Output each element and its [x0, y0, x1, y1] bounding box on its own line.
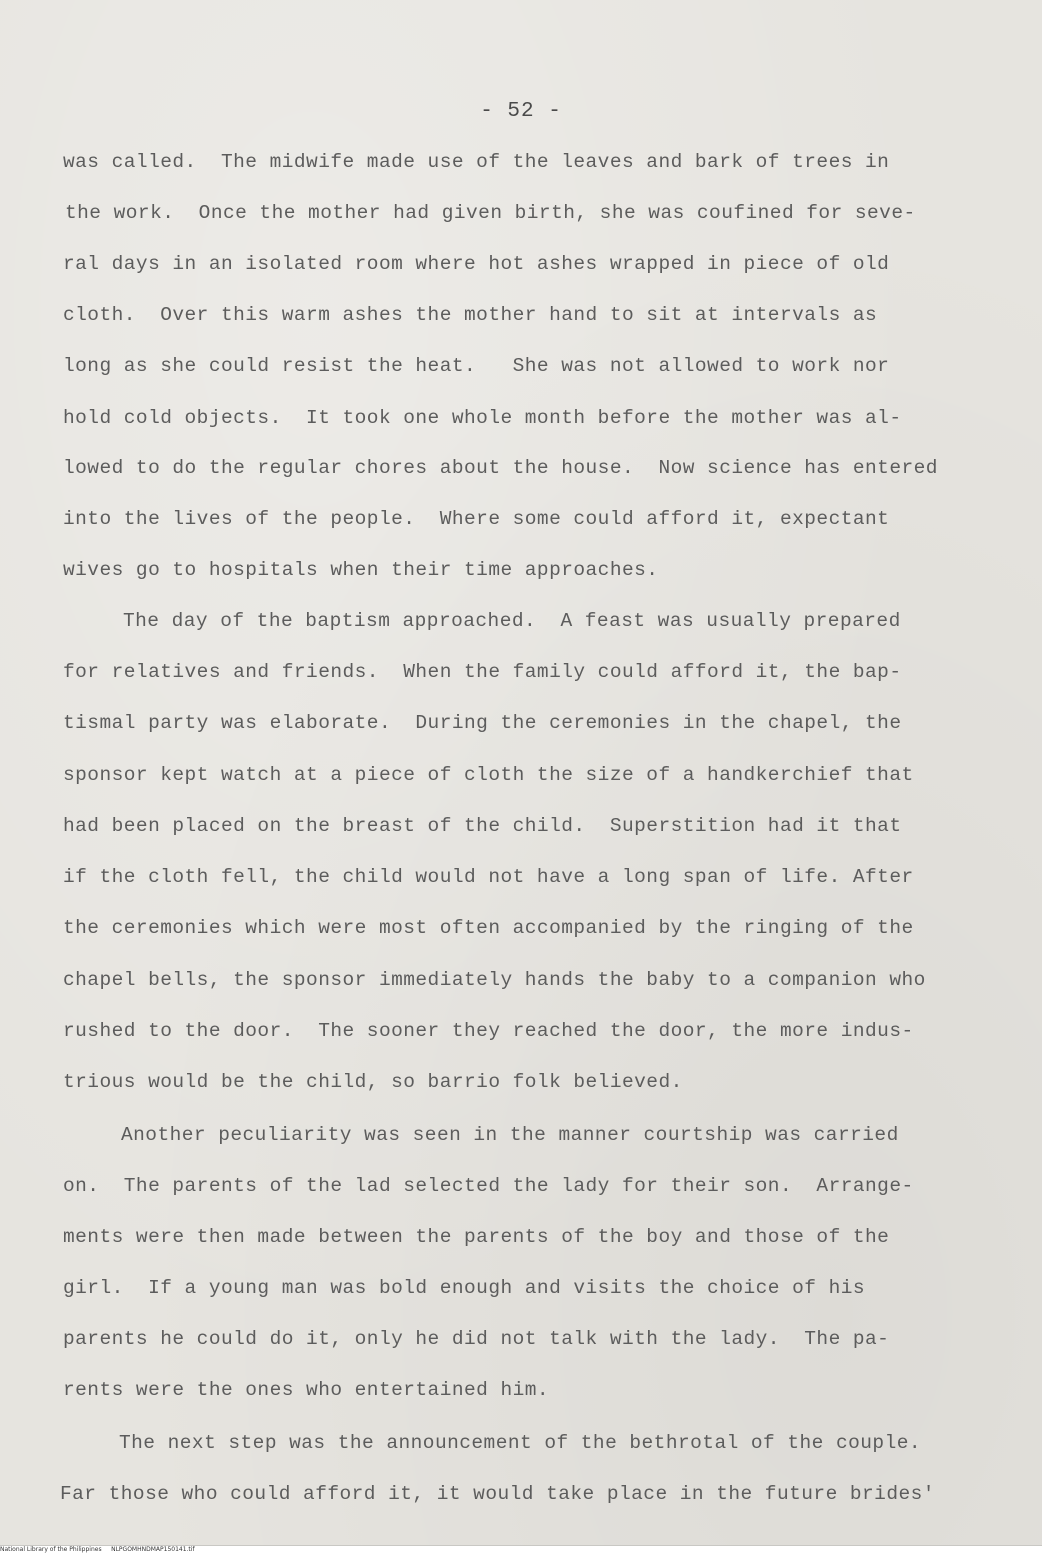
text-line: Far those who could afford it, it would take place in the future brides': [60, 1483, 935, 1505]
text-line: on. The parents of the lad selected the lady for their son. Arrange-: [63, 1175, 914, 1197]
text-line: had been placed on the breast of the child. Superstition had it that: [63, 815, 902, 837]
text-line: Another peculiarity was seen in the manner courtship was carried: [121, 1124, 899, 1146]
text-line: The day of the baptism approached. A feast was usually prepared: [123, 610, 901, 632]
text-line: The next step was the announcement of the bethrotal of the couple.: [119, 1432, 922, 1454]
text-line: for relatives and friends. When the family could afford it, the bap-: [63, 661, 902, 683]
text-line: parents he could do it, only he did not talk with the lady. The pa-: [63, 1328, 890, 1350]
text-line: cloth. Over this warm ashes the mother hand to sit at intervals as: [63, 304, 878, 326]
text-line: tismal party was elaborate. During the ceremonies in the chapel, the: [63, 712, 902, 734]
text-line: the work. Once the mother had given birth, she was coufined for seve-: [65, 202, 916, 224]
text-line: ral days in an isolated room where hot ashes wrapped in piece of old: [63, 253, 890, 275]
text-line: the ceremonies which were most often accompanied by the ringing of the: [63, 917, 914, 939]
text-line: hold cold objects. It took one whole month before the mother was al-: [63, 407, 902, 429]
scan-footer: National Library of the Philippines NLPGOMHNDMAP150141.tif: [0, 1546, 1042, 1553]
text-line: chapel bells, the sponsor immediately hands the baby to a companion who: [63, 969, 926, 991]
text-line: ments were then made between the parents of the boy and those of the: [63, 1226, 890, 1248]
text-line: girl. If a young man was bold enough and visits the choice of his: [63, 1277, 866, 1299]
text-line: trious would be the child, so barrio folk believed.: [63, 1071, 683, 1093]
text-line: rushed to the door. The sooner they reached the door, the more indus-: [63, 1020, 914, 1042]
text-line: long as she could resist the heat. She was not allowed to work nor: [63, 355, 890, 377]
text-line: was called. The midwife made use of the leaves and bark of trees in: [63, 151, 890, 173]
text-line: lowed to do the regular chores about the house. Now science has entered: [63, 457, 938, 479]
text-line: if the cloth fell, the child would not have a long span of life. After: [63, 866, 914, 888]
text-line: rents were the ones who entertained him.: [63, 1379, 550, 1401]
page-number: - 52 -: [480, 100, 562, 123]
text-line: sponsor kept watch at a piece of cloth the size of a handkerchief that: [63, 764, 914, 786]
text-line: wives go to hospitals when their time approaches.: [63, 559, 659, 581]
text-line: into the lives of the people. Where some could afford it, expectant: [63, 508, 890, 530]
